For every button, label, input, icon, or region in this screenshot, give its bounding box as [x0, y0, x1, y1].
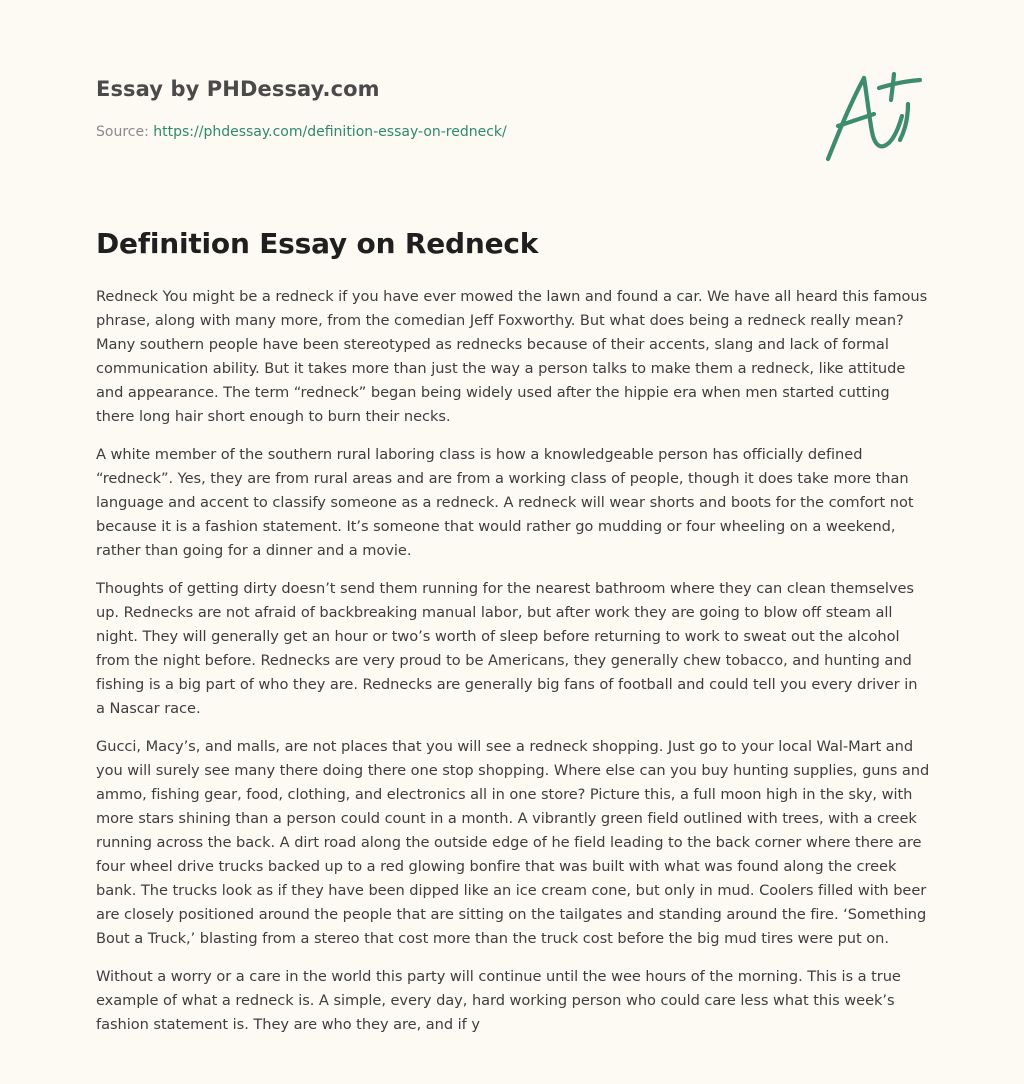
source-link[interactable]: https://phdessay.com/definition-essay-on-redneck/ [153, 124, 507, 140]
source-line [96, 124, 507, 140]
essay-paragraph: Gucci, Macy’s, and malls, are not places that you will see a redneck shopping. Just go to your local Wal-Mart and you will surely see many there doing there one stop shopping. Where else can you buy hunting supplies, guns and ammo, fishing gear, food, clothing, and electronics all in one store? Picture this, a full moon high in the sky, with more stars shining than a person could count in a month. A vibrantly green field outlined with trees, with a creek running across the back. A dirt road along the outside edge of he field leading to the back corner where there are four wheel drive trucks backed up to a red glowing bonfire that was built with what was found along the creek bank. The trucks look as if they have been dipped like an ice cream cone, but only in mud. Coolers filled with beer are closely positioned around the people that are sitting on the tailgates and standing around the fire. ‘Something Bout a Truck,’ blasting from a stereo that cost more than the truck cost before the big mud tires were put on. [96, 738, 930, 947]
source-label: Source: [96, 124, 149, 140]
essay-paragraph: Thoughts of getting dirty doesn’t send them running for the nearest bathroom where they can clean themselves up. Rednecks are not afraid of backbreaking manual labor, but after work they are going to blow off steam all night. They will generally get an hour or two’s worth of sleep before returning to work to sweat out the alcohol from the night before. Rednecks are very proud to be Americans, they generally chew tobacco, and hunting and fishing is a big part of who they are. Rednecks are generally big fans of football and could tell you every driver in a Nascar race. [96, 580, 918, 717]
essay-body [96, 285, 930, 1051]
a-plus-grade-icon [822, 66, 928, 166]
essay-paragraph: A white member of the southern rural laboring class is how a knowledgeable person has officially defined “redneck”. Yes, they are from rural areas and are from a working class of people, though it does take more than language and accent to classify someone as a redneck. A redneck will wear shorts and boots for the comfort not because it is a fashion statement. It’s someone that would rather go mudding or four wheeling on a weekend, rather than going for a dinner and a movie. [96, 446, 914, 559]
essay-title: Definition Essay on Redneck [96, 227, 539, 260]
site-title: Essay by PHDessay.com [96, 77, 380, 101]
essay-paragraph: Without a worry or a care in the world this party will continue until the wee hours of the morning. This is a true example of what a redneck is. A simple, every day, hard working person who could care less what this week’s fashion statement is. They are who they are, and if y [96, 968, 901, 1033]
essay-paragraph: Redneck You might be a redneck if you have ever mowed the lawn and found a car. We have all heard this famous phrase, along with many more, from the comedian Jeff Foxworthy. But what does being a redneck really mean? Many southern people have been stereotyped as rednecks because of their accents, slang and lack of formal communication ability. But it takes more than just the way a person talks to make them a redneck, like attitude and appearance. The term “redneck” began being widely used after the hippie era when men started cutting there long hair short enough to burn their necks. [96, 288, 928, 425]
